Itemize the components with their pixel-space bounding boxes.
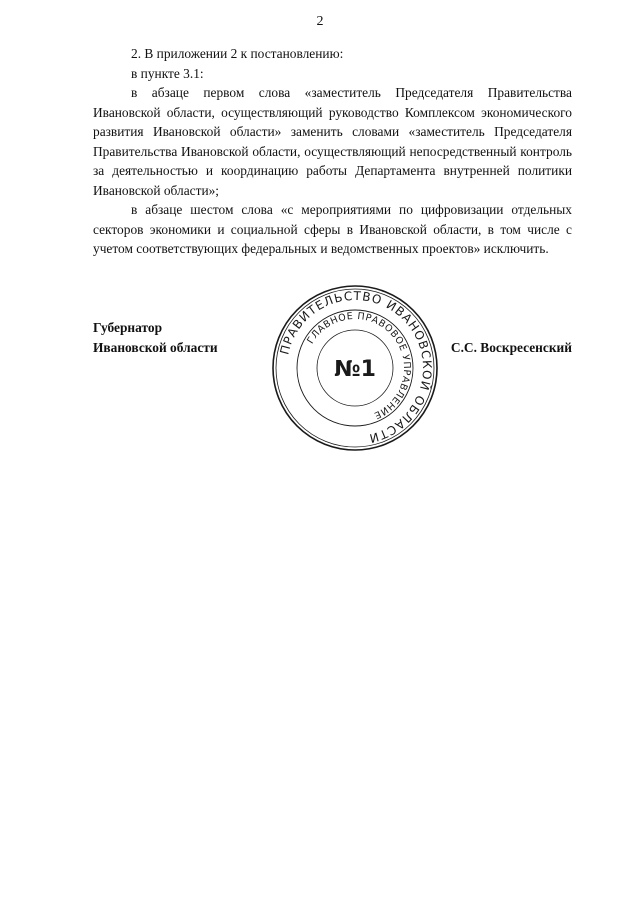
signatory-name: С.С. Воскресенский — [450, 339, 572, 355]
page-number: 2 — [316, 14, 324, 29]
paragraph-first-abzac: в абзаце первом слова «заместитель Председателя Правительства Ивановской области, осуществляющий руководство Комплексом экономического развития Ивановской области» заменить словами «заместитель Председателя Правительства Ивановской области, осуществляющий непосредственный контроль за деятельностью и координацию работы Департамента внутренней политики Ивановской области»; — [93, 85, 572, 198]
seal-inner-ring-text: ГЛАВНОЕ ПРАВОВОЕ УПРАВЛЕНИЕ — [305, 310, 413, 421]
signatory-title-line2: Ивановской области — [93, 339, 218, 355]
paragraph-item-2: 2. В приложении 2 к постановлению: — [131, 46, 344, 61]
signatory-title-line1: Губернатор — [93, 320, 163, 335]
paragraph-point-3-1: в пункте 3.1: — [131, 65, 204, 81]
signatory-position — [93, 318, 218, 357]
signature-block — [93, 318, 572, 378]
paragraph-sixth-abzac: в абзаце шестом слова «с мероприятиями по цифровизации отдельных секторов экономики и социальной сферы в Ивановской области, в том числе с учетом соответствующих федеральных и ведомственных проектов» исключить. — [93, 202, 572, 256]
document-body — [93, 44, 572, 259]
seal-center-number: №1 — [334, 357, 376, 382]
seal-ring-text: ПРАВИТЕЛЬСТВО ИВАНОВСКОЙ ОБЛАСТИ — [277, 288, 435, 446]
